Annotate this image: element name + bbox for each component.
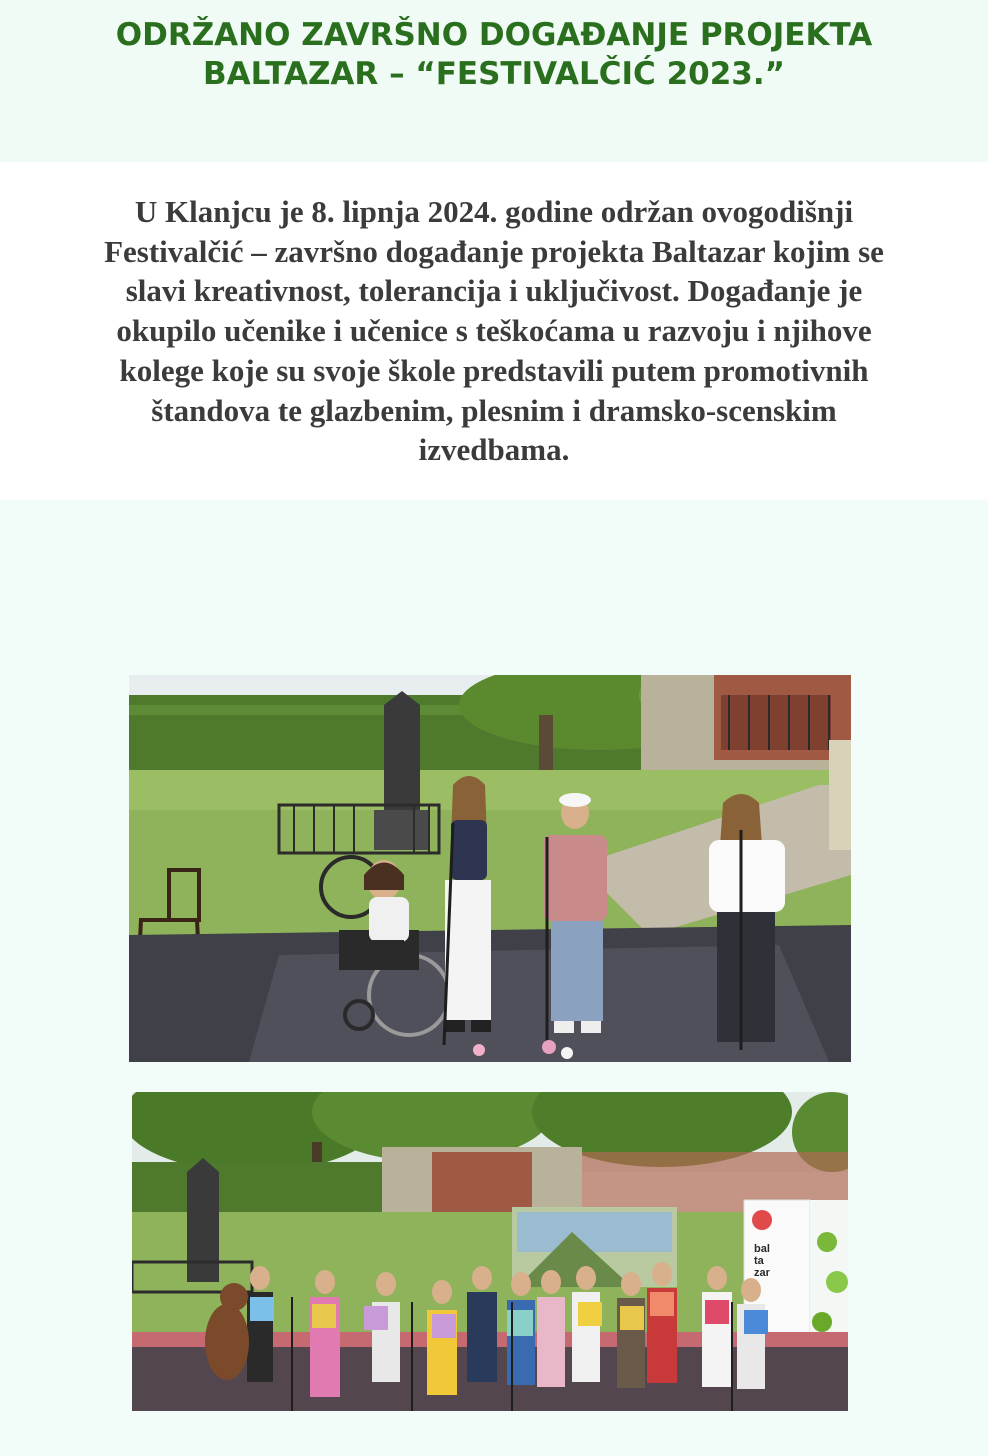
intro-line: kolege koje su svoje škole predstavili putem promotivnih <box>119 352 869 388</box>
intro-line: slavi kreativnost, tolerancija i uključivost. Događanje je <box>125 273 863 309</box>
svg-text:bal: bal <box>754 1243 770 1255</box>
photo-children-holding-letter-cards <box>132 1092 848 1411</box>
photo-girls-singing-on-stage <box>129 675 851 1062</box>
svg-text:ta: ta <box>754 1255 764 1267</box>
title-line-2: BALTAZAR – “FESTIVALČIĆ 2023.” <box>202 56 786 92</box>
intro-paragraph <box>28 192 960 470</box>
intro-line: U Klanjcu je 8. lipnja 2024. godine održan ovogodišnji <box>134 194 854 229</box>
intro-line: štandova te glazbenim, plesnim i dramsko-scenskim <box>151 392 837 428</box>
intro-line: Festivalčić – završno događanje projekta Baltazar kojim se <box>104 233 884 269</box>
intro-line: okupilo učenike i učenice s teškoćama u razvoju i njihove <box>116 313 872 349</box>
title-line-1: ODRŽANO ZAVRŠNO DOGAĐANJE PROJEKTA <box>115 17 873 53</box>
intro-line: izvedbama. <box>418 432 570 468</box>
svg-text:zar: zar <box>754 1267 770 1279</box>
article-title <box>40 16 948 94</box>
